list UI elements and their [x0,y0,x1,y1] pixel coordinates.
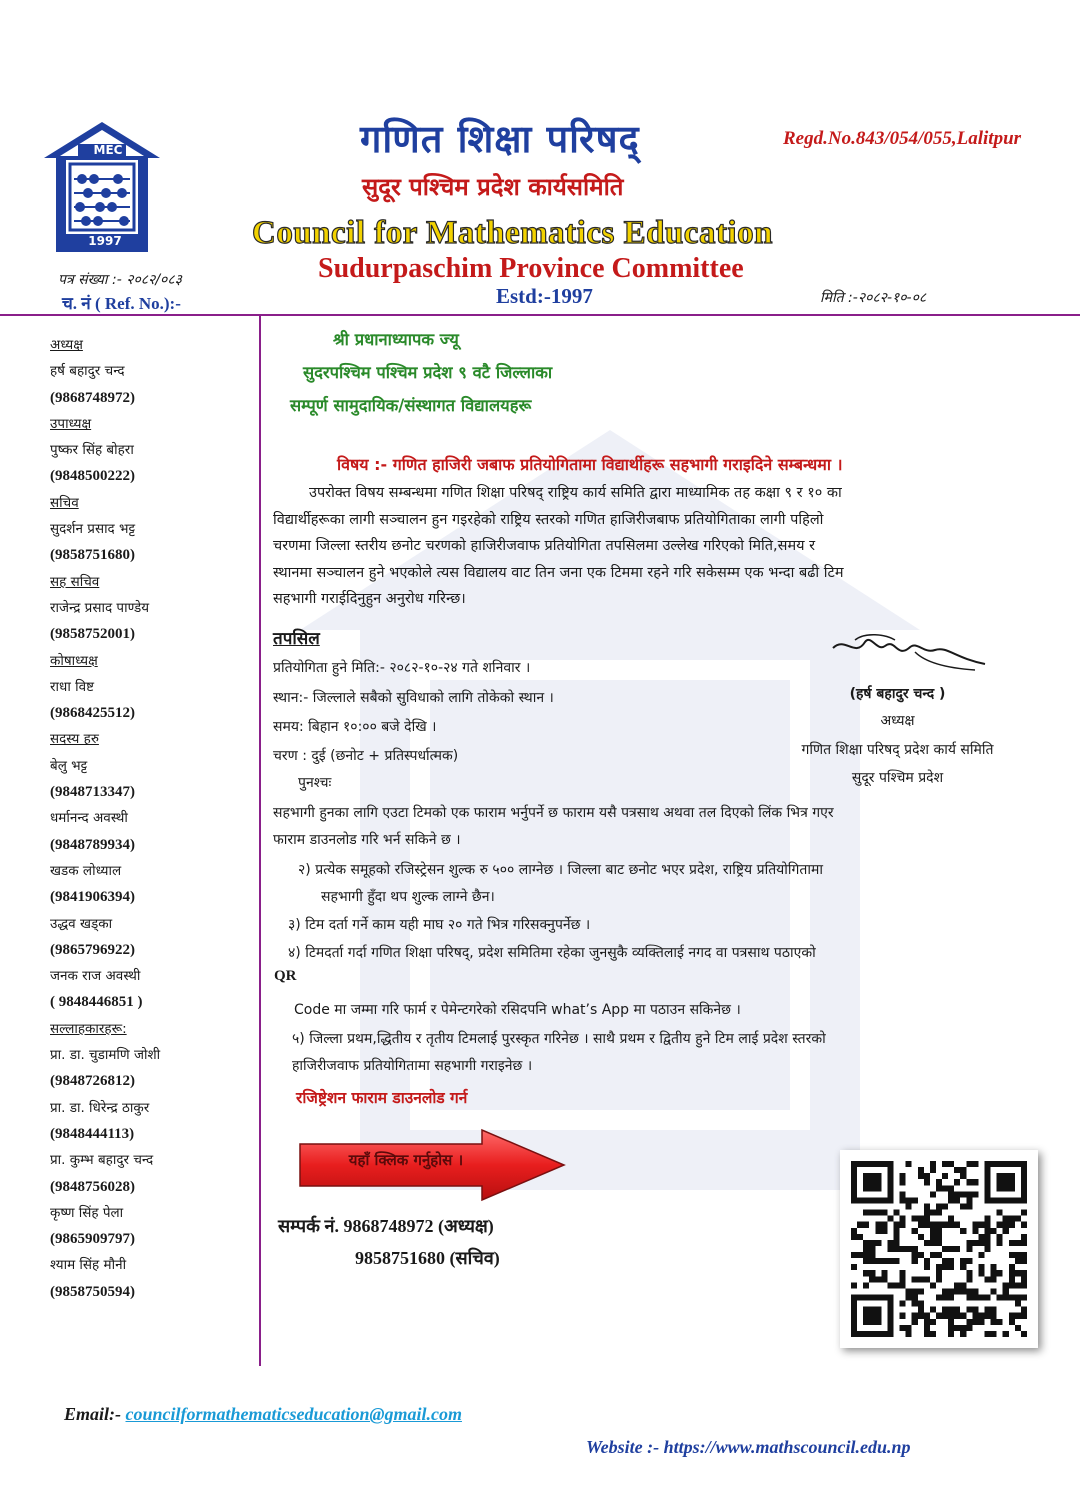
sidebar-phone: ( 9848446851 ) [50,994,143,1011]
logo-year-text: 1997 [88,234,122,248]
click-here-label[interactable]: यहाँ क्लिक गर्नुहोस । [348,1151,464,1169]
sidebar-role: कोषाध्यक्ष [50,652,98,669]
sidebar-phone: (9848726812) [50,1073,135,1090]
sidebar-name: हर्ष बहादुर चन्द [50,363,125,380]
sidebar-role: सल्लाहकारहरू: [50,1020,127,1037]
competition-phase: चरण : दुई (छनोट + प्रतिस्पर्धात्मक) [273,748,459,764]
note-3: ३) टिम दर्ता गर्ने काम यही माघ २० गते भित्र गरिसक्नुपर्नेछ । [288,917,591,933]
sidebar-name: जनक राज अवस्थी [50,968,141,985]
sidebar-role: सदस्य हरु [50,731,99,748]
sidebar-phone: (9858752001) [50,626,135,643]
competition-place: स्थान:- जिल्लाले सबैको सुविधाको लागि तोकेको स्थान । [273,690,554,706]
sidebar-name: खडक लोध्याल [50,862,122,879]
registration-number: Regd.No.843/054/055,Lalitpur [783,128,1022,149]
note-4-line-2: Code मा जम्मा गरि फार्म र पेमेन्टगरेको रसिदपनि what’s App मा पठाउन सकिनेछ । [294,1002,741,1018]
body-line: उपरोक्त विषय सम्बन्धमा गणित शिक्षा परिषद् राष्ट्रिय कार्य समिति द्वारा माध्यामिक तह कक्षा ९ र १० का [309,485,842,501]
established-year: Estd:-1997 [496,284,593,308]
sidebar-phone: (9848756028) [50,1178,135,1195]
signatory-organization: गणित शिक्षा परिषद् प्रदेश कार्य समिति [801,742,994,758]
sidebar-phone: (9848789934) [50,836,135,853]
qr-code-image [851,1161,1027,1337]
sidebar-name: प्रा. डा. धिरेन्द्र ठाकुर [50,1099,150,1116]
sidebar-name: उद्धव खड्का [50,915,113,932]
registration-form-label: रजिष्ट्रेशन फाराम डाउनलोड गर्न [296,1089,468,1107]
note-4-qr-word: QR [274,968,297,984]
email-link[interactable]: councilformathematicseducation@gmail.com [125,1404,462,1424]
recipient-line-1: श्री प्रधानाध्यापक ज्यू [333,330,459,349]
sidebar-name: बेलु भट्ट [50,757,88,774]
note-1-line-2: फाराम डाउनलोड गरि भर्न सकिने छ । [273,832,461,848]
sidebar-role: अध्यक्ष [50,337,83,353]
sidebar-name: श्याम सिंह मौनी [50,1257,127,1274]
recipient-line-2: सुदरपश्चिम पश्चिम प्रदेश ९ वटै जिल्लाका [303,363,553,382]
letter-subject: विषय :- गणित हाजिरी जबाफ प्रतियोगितामा विद्यार्थीहरू सहभागी गराइदिने सम्बन्धमा । [337,455,843,474]
sidebar-phone: (9858750594) [50,1283,135,1300]
note-2-line-1: २) प्रत्येक समूहको रजिस्ट्रेसन शुल्क रु ५०० लाग्नेछ । जिल्ला बाट छनोट भएर प्रदेश, राष्ट्रिय प्रतियोगितामा [298,862,824,878]
postscript-label: पुनश्चः [298,775,332,791]
signature-mark [825,628,990,678]
signatory-name: (हर्ष बहादुर चन्द ) [849,686,946,702]
sidebar-phone: (9848500222) [50,468,135,485]
competition-date: प्रतियोगिता हुने मिति:- २०८२-१०-२४ गते शनिवार । [273,660,531,676]
letter-body [273,480,1063,613]
sidebar-phone: (9865796922) [50,941,135,958]
note-5 [292,1026,1052,1080]
sidebar-role: सह सचिव [50,573,100,590]
note-2 [298,857,1058,911]
body-line: स्थानमा सञ्चालन हुने भएकोले त्यस विद्यालय वाट तिन जना एक टिममा रहने गरि सकेसम्म एक भन्दा बढी टिम [273,564,844,581]
email-label: Email:- [64,1404,121,1424]
note-4-line-1: ४) टिमदर्ता गर्दा गणित शिक्षा परिषद्, प्रदेश समितिमा रहेका जुनसुकै व्यक्तिलाई नगद वा पत्रसाथ पठाएको [288,945,816,961]
reference-number: च. नं ( Ref. No.):- [62,294,181,313]
org-title-english: Council for Mathematics Education [252,215,773,251]
committee-title-nepali: सुदूर पश्चिम प्रदेश कार्यसमिति [362,173,624,201]
note-5-line-1: ५) जिल्ला प्रथम,द्धितीय र तृतीय टिमलाई पुरस्कृत गरिनेछ । साथै प्रथम र द्वितीय हुने टिम लाई प्रदेश स्तरको [292,1031,826,1047]
sidebar-role: सचिव [50,494,79,511]
competition-time: समय: बिहान १०:०० बजे देखि । [273,719,437,735]
recipient-line-3: सम्पूर्ण सामुदायिक/संस्थागत विद्यालयहरू [290,396,532,415]
sidebar-phone: (9841906394) [50,889,135,906]
sidebar-phone: (9868425512) [50,705,135,722]
contact-chair: सम्पर्क नं. 9868748972 (अध्यक्ष) [278,1216,494,1236]
contact-secretary: 9858751680 (सचिव) [355,1248,500,1268]
sidebar-name: राधा विष्ट [50,678,94,695]
sidebar-phone: (9848444113) [50,1125,135,1142]
sidebar-divider [259,316,261,1366]
sidebar-phone: (9865909797) [50,1231,135,1248]
body-line: सहभागी गराईदिनुहुन अनुरोध गरिन्छ। [273,591,466,607]
sidebar-phone: (9858751680) [50,547,135,564]
committee-members-sidebar [50,332,255,1305]
sidebar-name: सुदर्शन प्रसाद भट्ट [50,521,136,538]
sidebar-name: पुष्कर सिंह बोहरा [50,442,134,459]
note-2-line-2: सहभागी हुँदा थप शुल्क लाग्ने छैन। [321,889,495,905]
sidebar-role: उपाध्यक्ष [50,415,92,432]
sidebar-phone: (9868748972) [50,389,135,406]
sidebar-name: धर्मानन्द अवस्थी [50,810,128,827]
letter-date: मिति :-२०८२-१०-०८ [820,290,927,306]
details-heading: तपसिल [273,629,320,649]
body-line: चरणमा जिल्ला स्तरीय छनोट चरणको हाजिरीजवाफ प्रतियोगिता तपसिलमा उल्लेख गरिएको मिति,समय र [273,538,816,554]
body-line: विद्यार्थीहरूका लागी सञ्चालन हुन गइरहेको राष्ट्रिय स्तरको गणित हाजिरीजबाफ प्रतियोगिताका लागी पहिलो [273,511,824,528]
footer-website[interactable]: Website :- https://www.mathscouncil.edu.np [586,1437,911,1457]
sidebar-name: प्रा. कुम्भ बहादुर चन्द [50,1152,154,1169]
header-divider [0,314,1080,316]
org-title-nepali: गणित शिक्षा परिषद् [360,117,640,161]
footer-email [64,1404,462,1425]
sidebar-phone: (9848713347) [50,784,135,801]
committee-title-english: Sudurpaschim Province Committee [318,253,744,284]
logo-badge-text: MEC [93,143,123,157]
signatory-province: सुदूर पश्चिम प्रदेश [851,770,944,786]
note-1 [273,800,1063,854]
sidebar-name: राजेन्द्र प्रसाद पाण्डेय [50,599,150,616]
qr-code[interactable] [840,1150,1038,1348]
note-5-line-2: हाजिरीजवाफ प्रतियोगितामा सहभागी गराइनेछ । [292,1058,533,1074]
note-1-line-1: सहभागी हुनका लागि एउटा टिमको एक फाराम भर्नुपर्ने छ फाराम यसै पत्रसाथ अथवा तल दिएको लिंक भित्र गएर [273,805,834,821]
letter-number: पत्र संख्या :- २०८२/०८३ [58,272,182,288]
signatory-role: अध्यक्ष [880,713,915,729]
sidebar-name: कृष्ण सिंह पेला [50,1204,124,1221]
sidebar-name: प्रा. डा. चुडामणि जोशी [50,1047,161,1064]
